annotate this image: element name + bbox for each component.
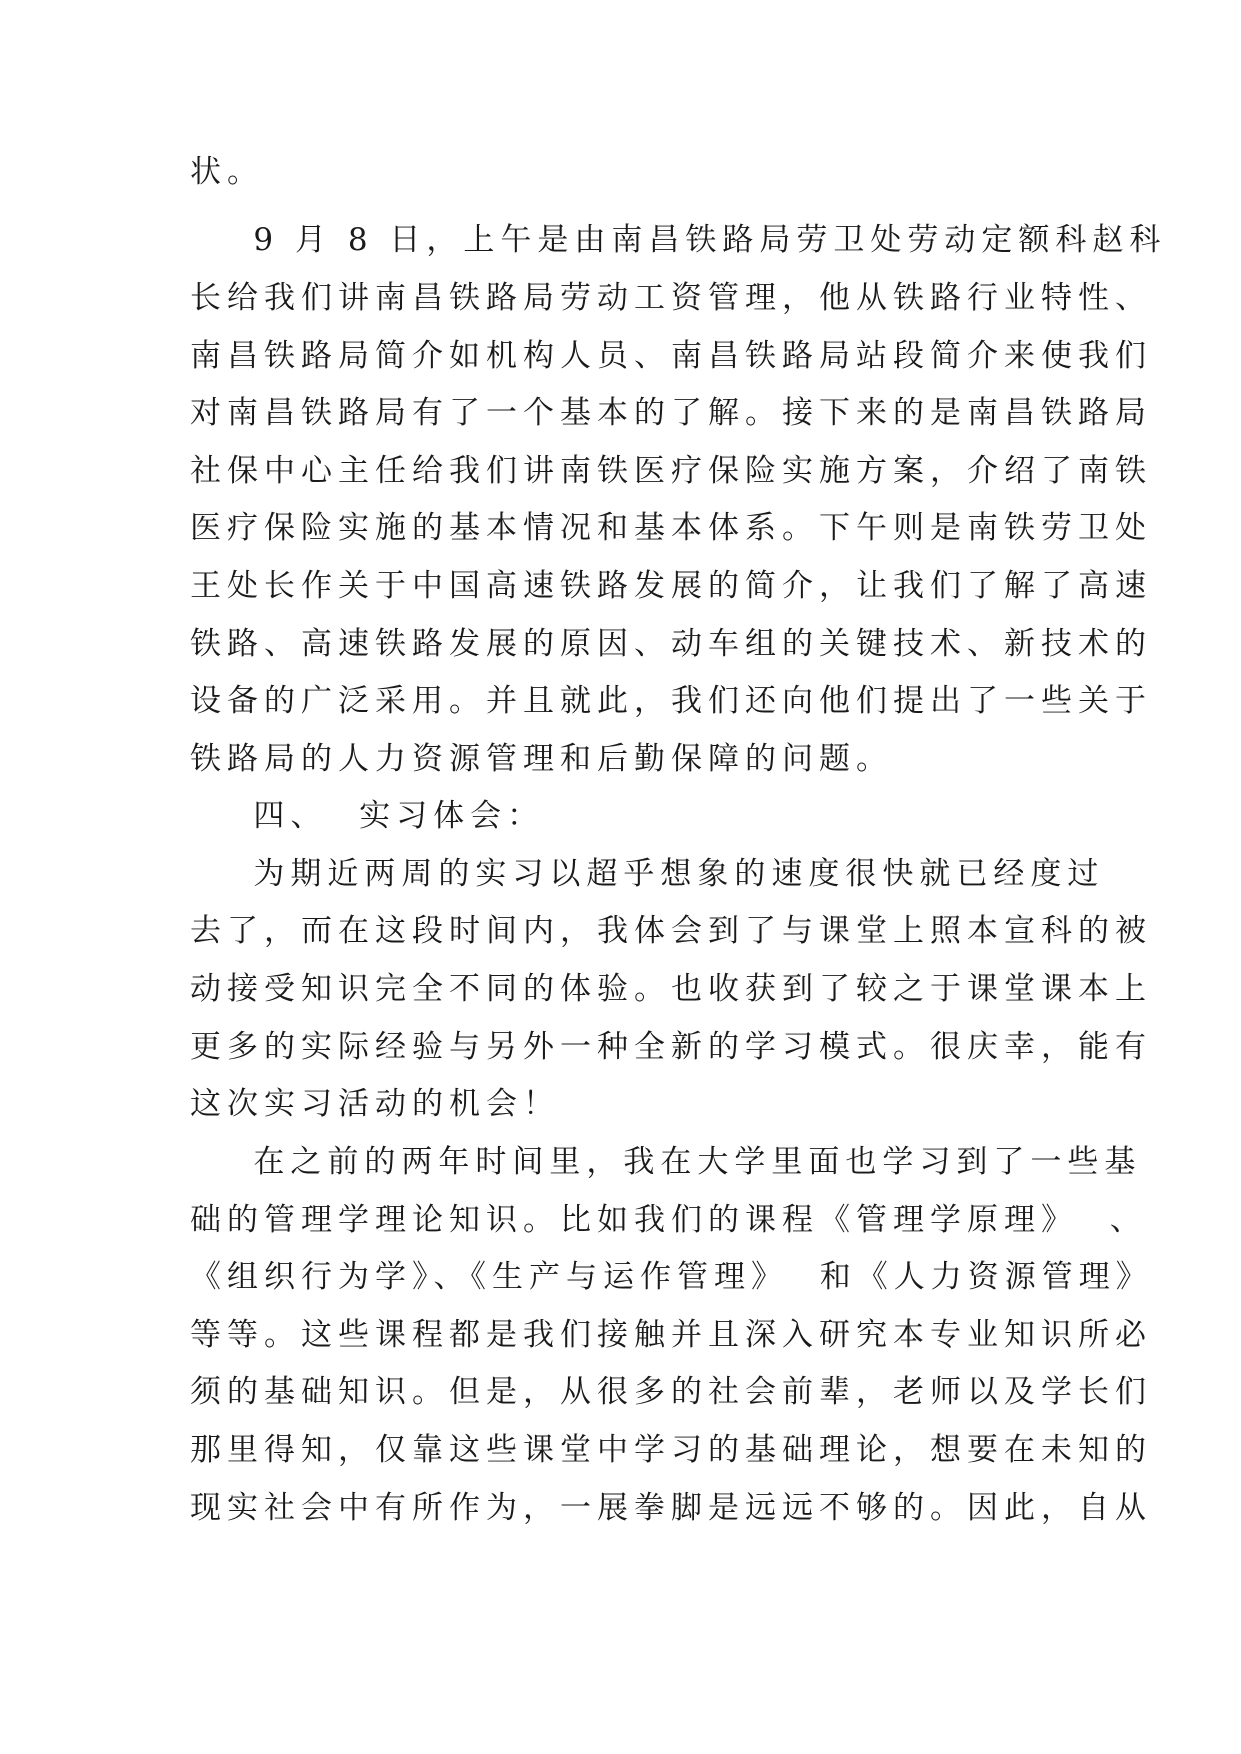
text-line: 医疗保险实施的基本情况和基本体系。下午则是南铁劳卫处 (190, 510, 1152, 546)
text-line: 南昌铁路局简介如机构人员、南昌铁路局站段简介来使我们 (190, 338, 1152, 374)
text-line: 王处长作关于中国高速铁路发展的简介，让我们了解了高速 (190, 568, 1152, 604)
text-line: 须的基础知识。但是，从很多的社会前辈，老师以及学长们 (190, 1374, 1152, 1410)
text-line: 为期近两周的实习以超乎想象的速度很快就已经度过 (190, 856, 1105, 892)
section-heading: 四、 实习体会： (190, 798, 545, 834)
text-line: 那里得知，仅靠这些课堂中学习的基础理论，想要在未知的 (190, 1432, 1152, 1468)
text-line: 《组织行为学》、《生产与运作管理》 和《人力资源管理》 (190, 1259, 1153, 1295)
text-line: 在之前的两年时间里，我在大学里面也学习到了一些基 (190, 1144, 1142, 1180)
text-line: 铁路、高速铁路发展的原因、动车组的关键技术、新技术的 (190, 626, 1152, 662)
text-line: 这次实习活动的机会！ (190, 1086, 560, 1122)
text-line: 社保中心主任给我们讲南铁医疗保险实施方案，介绍了南铁 (190, 453, 1152, 489)
text-line: 去了，而在这段时间内，我体会到了与课堂上照本宣科的被 (190, 913, 1152, 949)
text-line: 9 月 8 日，上午是由南昌铁路局劳卫处劳动定额科赵科 (190, 222, 1167, 258)
text-line: 设备的广泛采用。并且就此，我们还向他们提出了一些关于 (190, 683, 1152, 719)
text-line: 动接受知识完全不同的体验。也收获到了较之于课堂课本上 (190, 971, 1152, 1007)
text-line: 状。 (190, 154, 264, 190)
text-line: 等等。这些课程都是我们接触并且深入研究本专业知识所必 (190, 1317, 1152, 1353)
text-line: 对南昌铁路局有了一个基本的了解。接下来的是南昌铁路局 (190, 395, 1152, 431)
text-line: 更多的实际经验与另外一种全新的学习模式。很庆幸，能有 (190, 1029, 1152, 1065)
text-line: 铁路局的人力资源管理和后勤保障的问题。 (190, 741, 893, 777)
text-line: 础的管理学理论知识。比如我们的课程《管理学原理》 、 (190, 1202, 1147, 1238)
text-line: 长给我们讲南昌铁路局劳动工资管理，他从铁路行业特性、 (190, 280, 1152, 316)
text-line: 现实社会中有所作为，一展拳脚是远远不够的。因此，自从 (190, 1490, 1152, 1526)
